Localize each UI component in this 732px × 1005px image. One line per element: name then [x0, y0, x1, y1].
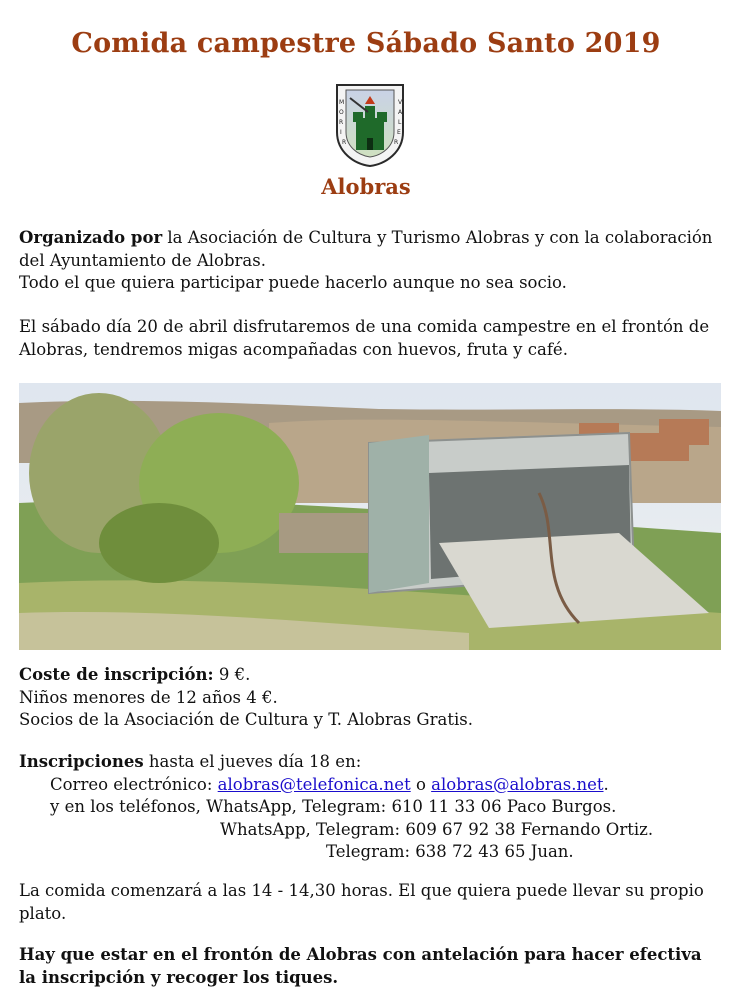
event-paragraph: [19, 316, 719, 361]
page-title: Comida campestre Sábado Santo 2019: [71, 28, 661, 59]
email-prefix: Correo electrónico:: [50, 774, 218, 794]
cost-members: Socios de la Asociación de Cultura y T. Alobras Gratis.: [19, 710, 473, 729]
email-link-alobras[interactable]: alobras@alobras.net: [431, 774, 604, 794]
organized-text: la Asociación de Cultura y Turismo Alobras y con la colaboración del Ayuntamiento de Alobras.: [19, 228, 713, 270]
cost-kids: Niños menores de 12 años 4 €.: [19, 687, 278, 707]
town-name: Alobras: [321, 174, 411, 199]
everyone-text: Todo el que quiera participar puede hacerlo aunque no sea socio.: [19, 273, 567, 292]
svg-text:M: M: [339, 99, 345, 106]
email-end: .: [603, 774, 609, 794]
closing-text: Hay que estar en el frontón de Alobras con antelación para hacer efectiva la inscripción y recoger los tiques.: [19, 945, 702, 987]
svg-text:V: V: [398, 99, 403, 106]
svg-text:R: R: [394, 139, 399, 146]
svg-text:L: L: [398, 119, 402, 126]
meal-time-paragraph: [19, 880, 719, 925]
svg-text:O: O: [339, 109, 344, 116]
intro-paragraph: [19, 227, 719, 295]
phones-line-1: y en los teléfonos, WhatsApp, Telegram: 610 11 33 06 Paco Burgos.: [50, 797, 617, 816]
email-link-telefonica[interactable]: alobras@telefonica.net: [217, 774, 411, 794]
cost-section: [19, 664, 719, 732]
email-separator: o: [410, 774, 432, 794]
cost-label: Coste de inscripción:: [19, 665, 214, 684]
svg-text:R: R: [339, 119, 344, 126]
coat-of-arms-icon: [334, 82, 406, 168]
svg-text:E: E: [397, 129, 401, 136]
event-text: El sábado día 20 de abril disfrutaremos de una comida campestre en el frontón de Alobras, tendremos migas acompañadas con huevos, fruta y café.: [19, 317, 710, 359]
registration-section: [19, 751, 719, 864]
meal-time-text: La comida comenzará a las 14 - 14,30 horas. El que quiera puede llevar su propio plato.: [19, 881, 704, 923]
registration-label: Inscripciones: [19, 752, 144, 771]
fronton-photo: [19, 383, 721, 650]
closing-paragraph: [19, 944, 719, 989]
organized-label: Organizado por: [19, 228, 163, 247]
phones-line-2: WhatsApp, Telegram: 609 67 92 38 Fernando Ortiz.: [220, 819, 654, 839]
svg-text:A: A: [398, 109, 403, 116]
phones-line-3: Telegram: 638 72 43 65 Juan.: [326, 842, 574, 861]
email-line: [19, 774, 719, 797]
svg-text:I: I: [340, 129, 342, 136]
registration-intro: hasta el jueves día 18 en:: [143, 752, 362, 771]
cost-value: 9 €.: [213, 665, 251, 684]
svg-text:R: R: [342, 139, 347, 146]
